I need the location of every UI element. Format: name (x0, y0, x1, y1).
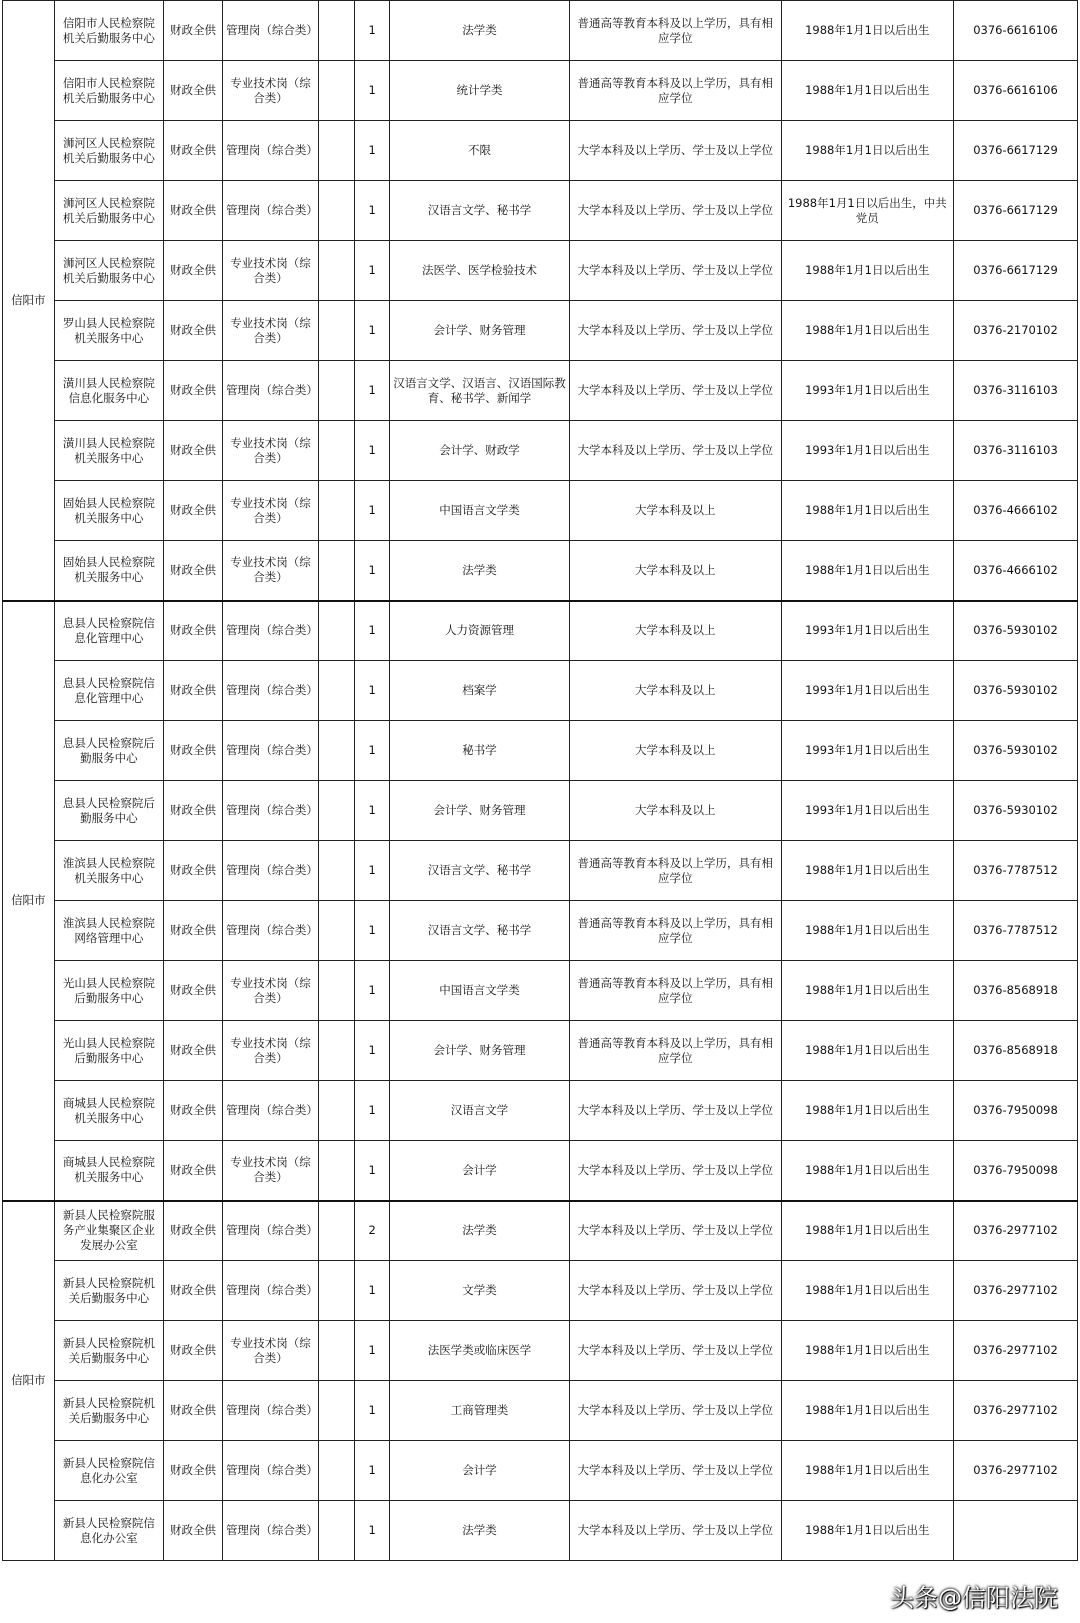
other-requirements-cell: 1993年1月1日以后出生 (781, 421, 953, 481)
other-requirements-cell: 1988年1月1日以后出生 (781, 1201, 953, 1261)
table-row (3, 961, 1078, 1021)
major-cell: 法学类 (390, 1501, 570, 1561)
post-type-cell: 专业技术岗（综合类） (222, 541, 318, 601)
major-cell: 汉语言文学、秘书学 (390, 841, 570, 901)
major-cell: 会计学、财务管理 (390, 301, 570, 361)
major-cell: 工商管理类 (390, 1381, 570, 1441)
funding-cell: 财政全供 (164, 481, 223, 541)
other-requirements-cell: 1988年1月1日以后出生 (781, 901, 953, 961)
table-row (3, 541, 1078, 601)
other-requirements-cell: 1993年1月1日以后出生 (781, 361, 953, 421)
funding-cell: 财政全供 (164, 1441, 223, 1501)
table-row (3, 121, 1078, 181)
funding-cell: 财政全供 (164, 421, 223, 481)
phone-cell: 0376-2977102 (954, 1321, 1078, 1381)
post-type-cell: 管理岗（综合类） (222, 841, 318, 901)
table-row (3, 841, 1078, 901)
funding-cell: 财政全供 (164, 181, 223, 241)
headcount-cell: 1 (355, 1501, 390, 1561)
recruitment-table (2, 0, 1078, 1561)
blank-cell (318, 181, 354, 241)
unit-cell: 潢川县人民检察院机关服务中心 (54, 421, 163, 481)
other-requirements-cell: 1988年1月1日以后出生 (781, 61, 953, 121)
phone-cell: 0376-2977102 (954, 1201, 1078, 1261)
phone-cell: 0376-6617129 (954, 241, 1078, 301)
major-cell: 会计学、财务管理 (390, 781, 570, 841)
education-cell: 大学本科及以上 (569, 661, 781, 721)
phone-cell (954, 1501, 1078, 1561)
post-type-cell: 专业技术岗（综合类） (222, 1021, 318, 1081)
unit-cell: 浉河区人民检察院机关后勤服务中心 (54, 241, 163, 301)
blank-cell (318, 721, 354, 781)
phone-cell: 0376-2977102 (954, 1441, 1078, 1501)
funding-cell: 财政全供 (164, 1, 223, 61)
phone-cell: 0376-6617129 (954, 181, 1078, 241)
post-type-cell: 管理岗（综合类） (222, 361, 318, 421)
blank-cell (318, 901, 354, 961)
phone-cell: 0376-3116103 (954, 361, 1078, 421)
headcount-cell: 1 (355, 841, 390, 901)
education-cell: 大学本科及以上学历、学士及以上学位 (569, 241, 781, 301)
education-cell: 大学本科及以上学历、学士及以上学位 (569, 1201, 781, 1261)
post-type-cell: 管理岗（综合类） (222, 121, 318, 181)
education-cell: 大学本科及以上学历、学士及以上学位 (569, 1441, 781, 1501)
other-requirements-cell: 1988年1月1日以后出生 (781, 1261, 953, 1321)
phone-cell: 0376-8568918 (954, 961, 1078, 1021)
unit-cell: 新县人民检察院机关后勤服务中心 (54, 1261, 163, 1321)
headcount-cell: 1 (355, 121, 390, 181)
blank-cell (318, 121, 354, 181)
funding-cell: 财政全供 (164, 1021, 223, 1081)
table-row (3, 721, 1078, 781)
blank-cell (318, 241, 354, 301)
post-type-cell: 管理岗（综合类） (222, 1261, 318, 1321)
headcount-cell: 1 (355, 721, 390, 781)
major-cell: 档案学 (390, 661, 570, 721)
headcount-cell: 1 (355, 961, 390, 1021)
education-cell: 普通高等教育本科及以上学历，具有相应学位 (569, 61, 781, 121)
table-row (3, 1141, 1078, 1201)
unit-cell: 新县人民检察院机关后勤服务中心 (54, 1321, 163, 1381)
post-type-cell: 专业技术岗（综合类） (222, 481, 318, 541)
table-row (3, 1501, 1078, 1561)
unit-cell: 淮滨县人民检察院机关服务中心 (54, 841, 163, 901)
headcount-cell: 1 (355, 481, 390, 541)
blank-cell (318, 781, 354, 841)
major-cell: 会计学 (390, 1441, 570, 1501)
post-type-cell: 管理岗（综合类） (222, 1, 318, 61)
other-requirements-cell: 1993年1月1日以后出生 (781, 781, 953, 841)
education-cell: 大学本科及以上学历、学士及以上学位 (569, 1501, 781, 1561)
blank-cell (318, 1021, 354, 1081)
funding-cell: 财政全供 (164, 1261, 223, 1321)
table-row (3, 1381, 1078, 1441)
other-requirements-cell: 1988年1月1日以后出生 (781, 1441, 953, 1501)
phone-cell: 0376-7950098 (954, 1081, 1078, 1141)
education-cell: 大学本科及以上 (569, 721, 781, 781)
post-type-cell: 管理岗（综合类） (222, 1201, 318, 1261)
major-cell: 汉语言文学、秘书学 (390, 181, 570, 241)
phone-cell: 0376-4666102 (954, 541, 1078, 601)
blank-cell (318, 1141, 354, 1201)
table-row (3, 1021, 1078, 1081)
education-cell: 大学本科及以上 (569, 601, 781, 661)
education-cell: 普通高等教育本科及以上学历，具有相应学位 (569, 901, 781, 961)
post-type-cell: 管理岗（综合类） (222, 781, 318, 841)
major-cell: 不限 (390, 121, 570, 181)
headcount-cell: 1 (355, 781, 390, 841)
table-row (3, 241, 1078, 301)
table-row (3, 301, 1078, 361)
blank-cell (318, 541, 354, 601)
unit-cell: 息县人民检察院信息化管理中心 (54, 601, 163, 661)
table-row (3, 901, 1078, 961)
blank-cell (318, 1201, 354, 1261)
phone-cell: 0376-7787512 (954, 901, 1078, 961)
unit-cell: 新县人民检察院信息化办公室 (54, 1501, 163, 1561)
headcount-cell: 1 (355, 901, 390, 961)
unit-cell: 息县人民检察院后勤服务中心 (54, 781, 163, 841)
other-requirements-cell: 1988年1月1日以后出生 (781, 1321, 953, 1381)
headcount-cell: 1 (355, 1381, 390, 1441)
unit-cell: 商城县人民检察院机关服务中心 (54, 1141, 163, 1201)
unit-cell: 息县人民检察院后勤服务中心 (54, 721, 163, 781)
city-cell: 信阳市 (3, 601, 55, 1201)
post-type-cell: 专业技术岗（综合类） (222, 61, 318, 121)
funding-cell: 财政全供 (164, 1321, 223, 1381)
blank-cell (318, 1321, 354, 1381)
education-cell: 大学本科及以上学历、学士及以上学位 (569, 121, 781, 181)
table-row (3, 1081, 1078, 1141)
education-cell: 大学本科及以上学历、学士及以上学位 (569, 1261, 781, 1321)
unit-cell: 固始县人民检察院机关服务中心 (54, 481, 163, 541)
table-row (3, 1201, 1078, 1261)
other-requirements-cell: 1988年1月1日以后出生 (781, 1081, 953, 1141)
other-requirements-cell: 1988年1月1日以后出生 (781, 241, 953, 301)
headcount-cell: 1 (355, 421, 390, 481)
funding-cell: 财政全供 (164, 301, 223, 361)
blank-cell (318, 1261, 354, 1321)
other-requirements-cell: 1988年1月1日以后出生，中共党员 (781, 181, 953, 241)
blank-cell (318, 1441, 354, 1501)
post-type-cell: 管理岗（综合类） (222, 1501, 318, 1561)
major-cell: 秘书学 (390, 721, 570, 781)
table-row (3, 1261, 1078, 1321)
major-cell: 中国语言文学类 (390, 961, 570, 1021)
post-type-cell: 管理岗（综合类） (222, 1081, 318, 1141)
post-type-cell: 专业技术岗（综合类） (222, 421, 318, 481)
funding-cell: 财政全供 (164, 601, 223, 661)
funding-cell: 财政全供 (164, 1381, 223, 1441)
education-cell: 大学本科及以上学历、学士及以上学位 (569, 1381, 781, 1441)
phone-cell: 0376-5930102 (954, 661, 1078, 721)
headcount-cell: 1 (355, 241, 390, 301)
funding-cell: 财政全供 (164, 721, 223, 781)
major-cell: 汉语言文学、汉语言、汉语国际教育、秘书学、新闻学 (390, 361, 570, 421)
post-type-cell: 管理岗（综合类） (222, 901, 318, 961)
unit-cell: 罗山县人民检察院机关服务中心 (54, 301, 163, 361)
major-cell: 法学类 (390, 1, 570, 61)
post-type-cell: 管理岗（综合类） (222, 1441, 318, 1501)
unit-cell: 商城县人民检察院机关服务中心 (54, 1081, 163, 1141)
post-type-cell: 管理岗（综合类） (222, 181, 318, 241)
funding-cell: 财政全供 (164, 661, 223, 721)
education-cell: 大学本科及以上学历、学士及以上学位 (569, 1321, 781, 1381)
funding-cell: 财政全供 (164, 1201, 223, 1261)
funding-cell: 财政全供 (164, 1141, 223, 1201)
funding-cell: 财政全供 (164, 541, 223, 601)
funding-cell: 财政全供 (164, 841, 223, 901)
post-type-cell: 管理岗（综合类） (222, 721, 318, 781)
headcount-cell: 1 (355, 61, 390, 121)
funding-cell: 财政全供 (164, 241, 223, 301)
unit-cell: 浉河区人民检察院机关后勤服务中心 (54, 181, 163, 241)
blank-cell (318, 481, 354, 541)
major-cell: 法医学、医学检验技术 (390, 241, 570, 301)
major-cell: 人力资源管理 (390, 601, 570, 661)
education-cell: 大学本科及以上学历、学士及以上学位 (569, 421, 781, 481)
major-cell: 中国语言文学类 (390, 481, 570, 541)
headcount-cell: 2 (355, 1201, 390, 1261)
funding-cell: 财政全供 (164, 61, 223, 121)
blank-cell (318, 1381, 354, 1441)
phone-cell: 0376-2977102 (954, 1261, 1078, 1321)
headcount-cell: 1 (355, 1081, 390, 1141)
phone-cell: 0376-5930102 (954, 721, 1078, 781)
education-cell: 大学本科及以上 (569, 481, 781, 541)
major-cell: 汉语言文学 (390, 1081, 570, 1141)
major-cell: 会计学、财务管理 (390, 1021, 570, 1081)
headcount-cell: 1 (355, 541, 390, 601)
city-cell: 信阳市 (3, 1, 55, 601)
post-type-cell: 管理岗（综合类） (222, 601, 318, 661)
phone-cell: 0376-8568918 (954, 1021, 1078, 1081)
other-requirements-cell: 1988年1月1日以后出生 (781, 1, 953, 61)
other-requirements-cell: 1993年1月1日以后出生 (781, 661, 953, 721)
headcount-cell: 1 (355, 361, 390, 421)
table-row (3, 1, 1078, 61)
other-requirements-cell: 1988年1月1日以后出生 (781, 841, 953, 901)
headcount-cell: 1 (355, 181, 390, 241)
other-requirements-cell: 1988年1月1日以后出生 (781, 1141, 953, 1201)
post-type-cell: 专业技术岗（综合类） (222, 241, 318, 301)
major-cell: 会计学 (390, 1141, 570, 1201)
unit-cell: 息县人民检察院信息化管理中心 (54, 661, 163, 721)
unit-cell: 新县人民检察院机关后勤服务中心 (54, 1381, 163, 1441)
phone-cell: 0376-7787512 (954, 841, 1078, 901)
education-cell: 普通高等教育本科及以上学历，具有相应学位 (569, 1, 781, 61)
other-requirements-cell: 1988年1月1日以后出生 (781, 121, 953, 181)
unit-cell: 信阳市人民检察院机关后勤服务中心 (54, 61, 163, 121)
other-requirements-cell: 1988年1月1日以后出生 (781, 1501, 953, 1561)
headcount-cell: 1 (355, 661, 390, 721)
major-cell: 文学类 (390, 1261, 570, 1321)
phone-cell: 0376-2977102 (954, 1381, 1078, 1441)
major-cell: 会计学、财政学 (390, 421, 570, 481)
table-row (3, 361, 1078, 421)
table-row (3, 1321, 1078, 1381)
education-cell: 大学本科及以上学历、学士及以上学位 (569, 301, 781, 361)
headcount-cell: 1 (355, 301, 390, 361)
funding-cell: 财政全供 (164, 1081, 223, 1141)
post-type-cell: 专业技术岗（综合类） (222, 301, 318, 361)
major-cell: 汉语言文学、秘书学 (390, 901, 570, 961)
education-cell: 普通高等教育本科及以上学历，具有相应学位 (569, 961, 781, 1021)
major-cell: 统计学类 (390, 61, 570, 121)
city-cell: 信阳市 (3, 1201, 55, 1561)
unit-cell: 潢川县人民检察院信息化服务中心 (54, 361, 163, 421)
headcount-cell: 1 (355, 1441, 390, 1501)
unit-cell: 浉河区人民检察院机关后勤服务中心 (54, 121, 163, 181)
funding-cell: 财政全供 (164, 781, 223, 841)
blank-cell (318, 1081, 354, 1141)
other-requirements-cell: 1988年1月1日以后出生 (781, 1381, 953, 1441)
headcount-cell: 1 (355, 1141, 390, 1201)
watermark-text: 头条@信阳法院 (890, 1584, 1058, 1612)
education-cell: 大学本科及以上学历、学士及以上学位 (569, 1081, 781, 1141)
phone-cell: 0376-3116103 (954, 421, 1078, 481)
unit-cell: 固始县人民检察院机关服务中心 (54, 541, 163, 601)
major-cell: 法学类 (390, 1201, 570, 1261)
headcount-cell: 1 (355, 601, 390, 661)
phone-cell: 0376-6617129 (954, 121, 1078, 181)
unit-cell: 光山县人民检察院后勤服务中心 (54, 1021, 163, 1081)
blank-cell (318, 661, 354, 721)
education-cell: 大学本科及以上 (569, 541, 781, 601)
unit-cell: 新县人民检察院信息化办公室 (54, 1441, 163, 1501)
post-type-cell: 专业技术岗（综合类） (222, 1141, 318, 1201)
phone-cell: 0376-4666102 (954, 481, 1078, 541)
education-cell: 大学本科及以上 (569, 781, 781, 841)
table-row (3, 661, 1078, 721)
blank-cell (318, 601, 354, 661)
post-type-cell: 专业技术岗（综合类） (222, 1321, 318, 1381)
blank-cell (318, 1, 354, 61)
education-cell: 普通高等教育本科及以上学历，具有相应学位 (569, 841, 781, 901)
major-cell: 法学类 (390, 541, 570, 601)
other-requirements-cell: 1988年1月1日以后出生 (781, 961, 953, 1021)
education-cell: 大学本科及以上学历、学士及以上学位 (569, 181, 781, 241)
education-cell: 大学本科及以上学历、学士及以上学位 (569, 361, 781, 421)
table-row (3, 1441, 1078, 1501)
table-row (3, 481, 1078, 541)
phone-cell: 0376-5930102 (954, 781, 1078, 841)
headcount-cell: 1 (355, 1261, 390, 1321)
blank-cell (318, 1501, 354, 1561)
funding-cell: 财政全供 (164, 121, 223, 181)
blank-cell (318, 361, 354, 421)
blank-cell (318, 421, 354, 481)
other-requirements-cell: 1993年1月1日以后出生 (781, 721, 953, 781)
blank-cell (318, 61, 354, 121)
unit-cell: 光山县人民检察院后勤服务中心 (54, 961, 163, 1021)
watermark (890, 1578, 1058, 1613)
other-requirements-cell: 1988年1月1日以后出生 (781, 481, 953, 541)
other-requirements-cell: 1988年1月1日以后出生 (781, 541, 953, 601)
blank-cell (318, 841, 354, 901)
funding-cell: 财政全供 (164, 961, 223, 1021)
post-type-cell: 管理岗（综合类） (222, 1381, 318, 1441)
unit-cell: 淮滨县人民检察院网络管理中心 (54, 901, 163, 961)
phone-cell: 0376-6616106 (954, 61, 1078, 121)
education-cell: 大学本科及以上学历、学士及以上学位 (569, 1141, 781, 1201)
blank-cell (318, 961, 354, 1021)
table-row (3, 781, 1078, 841)
post-type-cell: 专业技术岗（综合类） (222, 961, 318, 1021)
table-row (3, 421, 1078, 481)
major-cell: 法医学类或临床医学 (390, 1321, 570, 1381)
post-type-cell: 管理岗（综合类） (222, 661, 318, 721)
table-row (3, 601, 1078, 661)
phone-cell: 0376-7950098 (954, 1141, 1078, 1201)
phone-cell: 0376-2170102 (954, 301, 1078, 361)
other-requirements-cell: 1988年1月1日以后出生 (781, 1021, 953, 1081)
funding-cell: 财政全供 (164, 361, 223, 421)
other-requirements-cell: 1993年1月1日以后出生 (781, 601, 953, 661)
funding-cell: 财政全供 (164, 901, 223, 961)
unit-cell: 新县人民检察院服务产业集聚区企业发展办公室 (54, 1201, 163, 1261)
table-row (3, 61, 1078, 121)
headcount-cell: 1 (355, 1, 390, 61)
blank-cell (318, 301, 354, 361)
table-row (3, 181, 1078, 241)
other-requirements-cell: 1988年1月1日以后出生 (781, 301, 953, 361)
funding-cell: 财政全供 (164, 1501, 223, 1561)
education-cell: 普通高等教育本科及以上学历，具有相应学位 (569, 1021, 781, 1081)
headcount-cell: 1 (355, 1321, 390, 1381)
unit-cell: 信阳市人民检察院机关后勤服务中心 (54, 1, 163, 61)
phone-cell: 0376-6616106 (954, 1, 1078, 61)
headcount-cell: 1 (355, 1021, 390, 1081)
phone-cell: 0376-5930102 (954, 601, 1078, 661)
